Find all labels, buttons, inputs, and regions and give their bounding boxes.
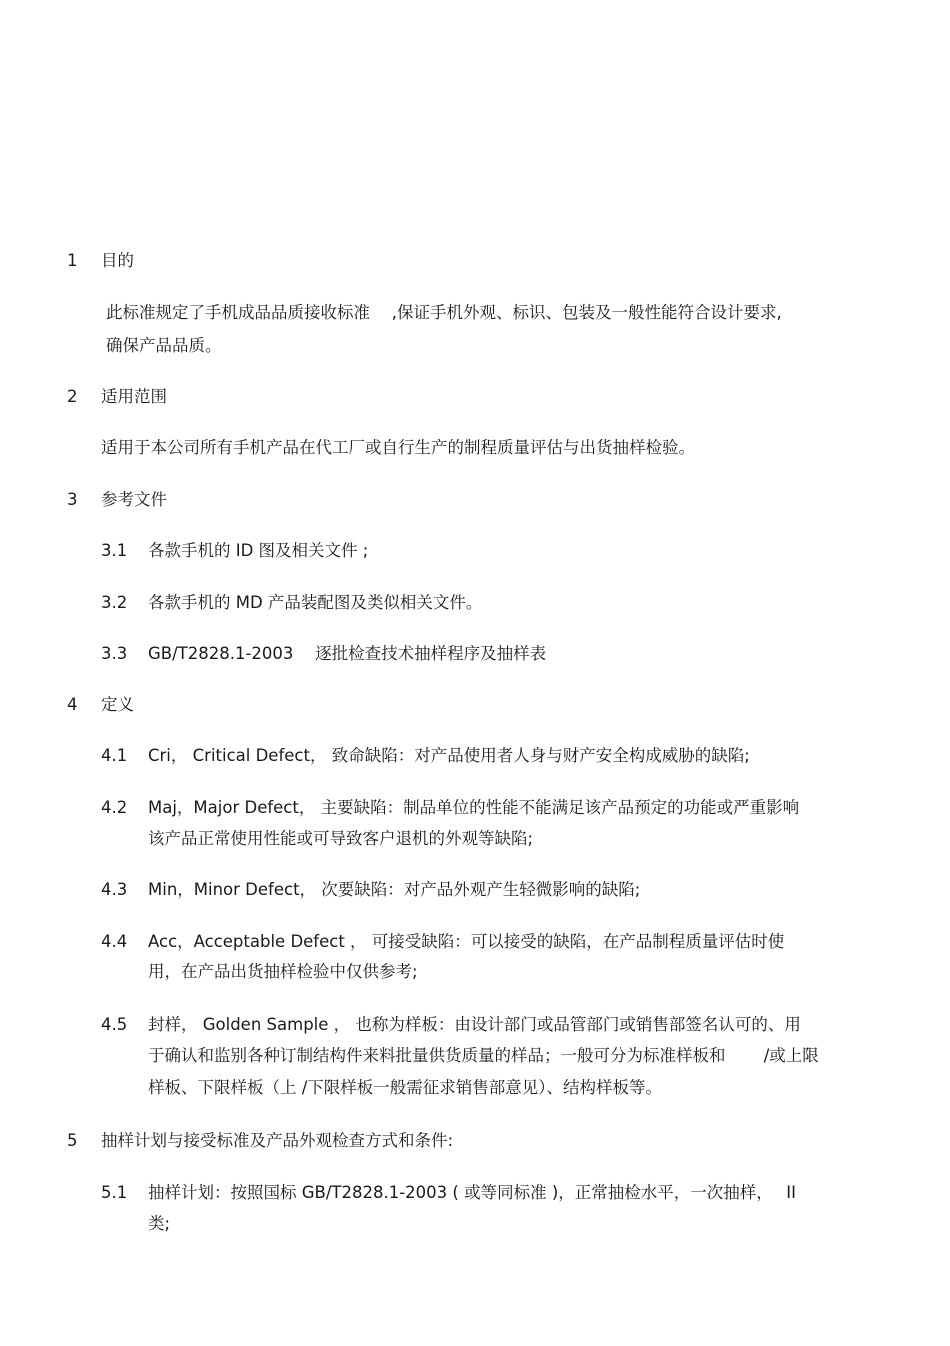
item-number: 4.5 — [101, 1015, 128, 1034]
section-title: 参考文件 — [101, 490, 167, 509]
item-number: 4.1 — [101, 746, 128, 765]
item-number: 4.3 — [101, 880, 128, 899]
paragraph-line: 确保产品品质。 — [106, 336, 222, 355]
item-line: 用，在产品出货抽样检验中仅供参考; — [148, 962, 418, 981]
section-title: 适用范围 — [101, 387, 167, 406]
paragraph-line: 适用于本公司所有手机产品在代工厂或自行生产的制程质量评估与出货抽样检验。 — [101, 438, 695, 457]
section-number: 4 — [67, 695, 78, 714]
item-line: Maj，Major Defect， 主要缺陷：制品单位的性能不能满足该产品预定的功能或严重影响 — [148, 798, 800, 817]
item-line: 封样， Golden Sample ， 也称为样板：由设计部门或品管部门或销售部签名认可的、用 — [148, 1015, 801, 1034]
item-line: GB/T2828.1-2003 逐批检查技术抽样程序及抽样表 — [148, 644, 547, 663]
section-title: 定义 — [101, 695, 134, 714]
item-number: 3.1 — [101, 541, 128, 560]
item-line: 样板、下限样板（上 /下限样板一般需征求销售部意见）、结构样板等。 — [148, 1078, 663, 1097]
item-number: 5.1 — [101, 1183, 128, 1202]
item-line: 该产品正常使用性能或可导致客户退机的外观等缺陷; — [148, 829, 534, 848]
item-number: 4.2 — [101, 798, 128, 817]
item-number: 3.3 — [101, 644, 128, 663]
item-line: 各款手机的 ID 图及相关文件 ; — [148, 541, 369, 560]
section-title: 抽样计划与接受标准及产品外观检查方式和条件: — [101, 1131, 454, 1150]
item-number: 4.4 — [101, 932, 128, 951]
paragraph-line: 此标准规定了手机成品品质接收标准 ,保证手机外观、标识、包装及一般性能符合设计要求, — [106, 303, 782, 322]
item-line: 于确认和监别各种订制结构件来料批量供货质量的样品；一般可分为标准样板和 /或上限 — [148, 1046, 819, 1065]
section-number: 2 — [67, 387, 78, 406]
item-line: Acc，Acceptable Defect ， 可接受缺陷：可以接受的缺陷，在产品制程质量评估时使 — [148, 932, 785, 951]
section-number: 1 — [67, 251, 78, 270]
item-line: 各款手机的 MD 产品装配图及类似相关文件。 — [148, 593, 483, 612]
item-line: 类; — [148, 1214, 171, 1233]
item-line: Min，Minor Defect， 次要缺陷：对产品外观产生轻微影响的缺陷; — [148, 880, 641, 899]
section-number: 5 — [67, 1131, 78, 1150]
section-number: 3 — [67, 490, 78, 509]
item-number: 3.2 — [101, 593, 128, 612]
section-title: 目的 — [101, 251, 134, 270]
item-line: 抽样计划：按照国标 GB/T2828.1-2003 ( 或等同标准 )，正常抽检水平，一次抽样， II — [148, 1183, 797, 1202]
item-line: Cri， Critical Defect， 致命缺陷：对产品使用者人身与财产安全构成威胁的缺陷; — [148, 746, 750, 765]
